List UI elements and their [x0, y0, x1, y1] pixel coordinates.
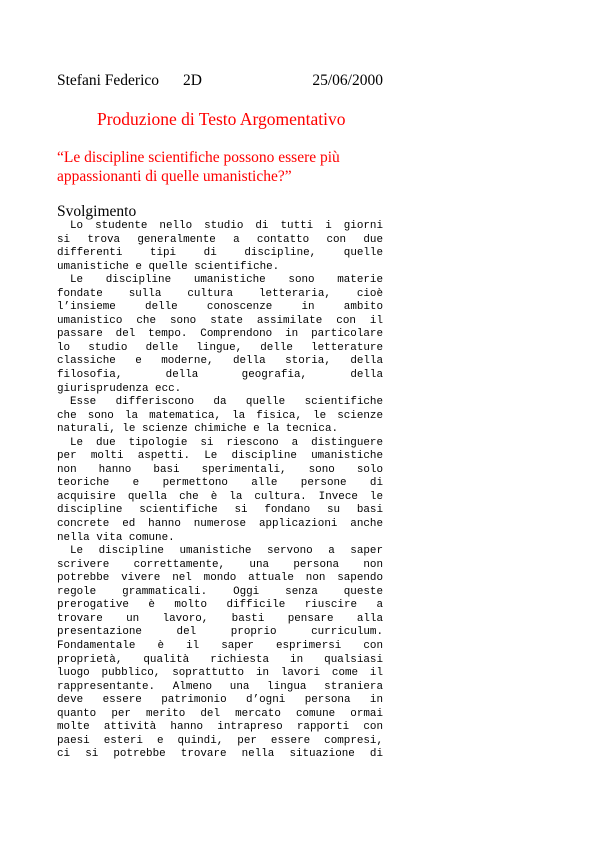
essay-body — [57, 220, 383, 762]
body-line — [57, 694, 383, 708]
body-line-text: umanistico che sono state assimilate con il — [57, 314, 383, 327]
body-line — [57, 342, 383, 356]
body-line-text: proprietà, qualità richiesta in qualsiasi — [57, 653, 383, 666]
body-line-text: scrivere correttamente, una persona non — [57, 558, 383, 571]
body-line-text: regole grammaticali. Oggi senza queste — [57, 585, 383, 598]
body-line-text: luogo pubblico, soprattutto in lavori come il — [57, 667, 383, 680]
body-line — [57, 423, 383, 437]
essay-prompt-line: “Le discipline scientifiche possono essere più — [57, 149, 340, 166]
body-line — [57, 721, 383, 735]
body-line-text: umanistiche e quelle scientifiche. — [57, 260, 280, 273]
body-line — [57, 301, 383, 315]
body-line — [57, 220, 383, 234]
body-line-text: paesi esteri e quindi, per essere compresi, — [57, 734, 383, 747]
body-line-text: trovare un lavoro, basti pensare alla — [57, 612, 383, 625]
body-line — [57, 708, 383, 722]
document-header — [57, 72, 383, 92]
body-line-text: che sono la matematica, la fisica, le scienze — [57, 409, 383, 422]
essay-prompt-line: appassionanti di quelle umanistiche?” — [57, 168, 292, 185]
body-line-text: giurisprudenza ecc. — [57, 382, 182, 395]
body-line — [57, 261, 383, 275]
student-class: 2D — [183, 72, 202, 89]
body-line — [57, 559, 383, 573]
body-line — [57, 491, 383, 505]
body-line-text: classiche e moderne, della storia, della — [57, 355, 383, 368]
body-line — [57, 599, 383, 613]
body-line-text: deve essere patrimonio d’ogni persona in — [57, 694, 383, 707]
body-line-text: quanto per merito del mercato comune ormai — [57, 707, 383, 720]
body-line-text: filosofia, della geografia, della — [57, 369, 383, 382]
body-line-text: l’insieme delle conoscenze in ambito — [57, 301, 383, 314]
body-line-text: naturali, le scienze chimiche e la tecnica. — [57, 423, 339, 436]
body-line-text: si trova generalmente a contatto con due — [57, 233, 383, 246]
body-line — [57, 545, 383, 559]
body-line — [57, 450, 383, 464]
body-line — [57, 613, 383, 627]
body-line — [57, 288, 383, 302]
body-line-text: fondate sulla cultura letteraria, cioè — [57, 287, 383, 300]
body-line-text: prerogative è molto difficile riuscire a — [57, 599, 383, 612]
body-line-text: teoriche e permettono alle persone di — [57, 477, 383, 490]
body-line-text: nella vita comune. — [57, 531, 175, 544]
body-line — [57, 247, 383, 261]
body-line — [57, 667, 383, 681]
body-line-text: potrebbe vivere nel mondo attuale non sapendo — [57, 572, 383, 585]
section-heading: Svolgimento — [57, 203, 137, 220]
body-line-text: passare del tempo. Comprendono in particolare — [57, 328, 383, 341]
body-line-text: molte attività hanno intrapreso rapporti con — [57, 721, 383, 734]
body-line — [57, 410, 383, 424]
body-line-text: lo studio delle lingue, delle letterature — [57, 341, 383, 354]
body-line — [57, 626, 383, 640]
body-line-text: ci si potrebbe trovare nella situazione di — [57, 748, 383, 761]
body-line — [57, 504, 383, 518]
body-line-text: Fondamentale è il saper esprimersi con — [57, 639, 383, 652]
body-line-text: discipline scientifiche si fondano su basi — [57, 504, 383, 517]
body-line — [57, 735, 383, 749]
body-line-text: Le discipline umanistiche servono a saper — [70, 545, 383, 558]
body-line — [57, 586, 383, 600]
body-line — [57, 234, 383, 248]
body-line-text: concrete ed hanno numerose applicazioni anche — [57, 518, 383, 531]
body-line — [57, 572, 383, 586]
body-line-text: presentazione del proprio curriculum. — [57, 626, 383, 639]
body-line-text: Le due tipologie si riescono a distinguere — [70, 436, 383, 449]
essay-prompt — [57, 148, 387, 186]
body-line — [57, 518, 383, 532]
body-line — [57, 654, 383, 668]
document-title: Produzione di Testo Argomentativo — [97, 109, 346, 129]
body-line — [57, 315, 383, 329]
body-line-text: Esse differiscono da quelle scientifiche — [70, 396, 383, 409]
body-line — [57, 369, 383, 383]
body-line — [57, 396, 383, 410]
student-name: Stefani Federico — [57, 72, 160, 89]
body-line-text: rappresentante. Almeno una lingua straniera — [57, 680, 383, 693]
body-line — [57, 532, 383, 546]
body-line — [57, 437, 383, 451]
body-line — [57, 355, 383, 369]
body-line-text: differenti tipi di discipline, quelle — [57, 247, 383, 260]
body-line — [57, 274, 383, 288]
body-line — [57, 383, 383, 397]
body-line-text: per molti aspetti. Le discipline umanistiche — [57, 450, 383, 463]
body-line-text: non hanno basi sperimentali, sono solo — [57, 463, 383, 476]
body-line-text: Lo studente nello studio di tutti i giorni — [70, 220, 383, 232]
body-line-text: Le discipline umanistiche sono materie — [70, 274, 383, 287]
body-line — [57, 681, 383, 695]
body-line — [57, 640, 383, 654]
body-line — [57, 477, 383, 491]
body-line — [57, 464, 383, 478]
body-line-text: acquisire quella che è la cultura. Invece le — [57, 490, 383, 503]
body-line — [57, 328, 383, 342]
document-date: 25/06/2000 — [312, 72, 383, 89]
body-line — [57, 748, 383, 762]
